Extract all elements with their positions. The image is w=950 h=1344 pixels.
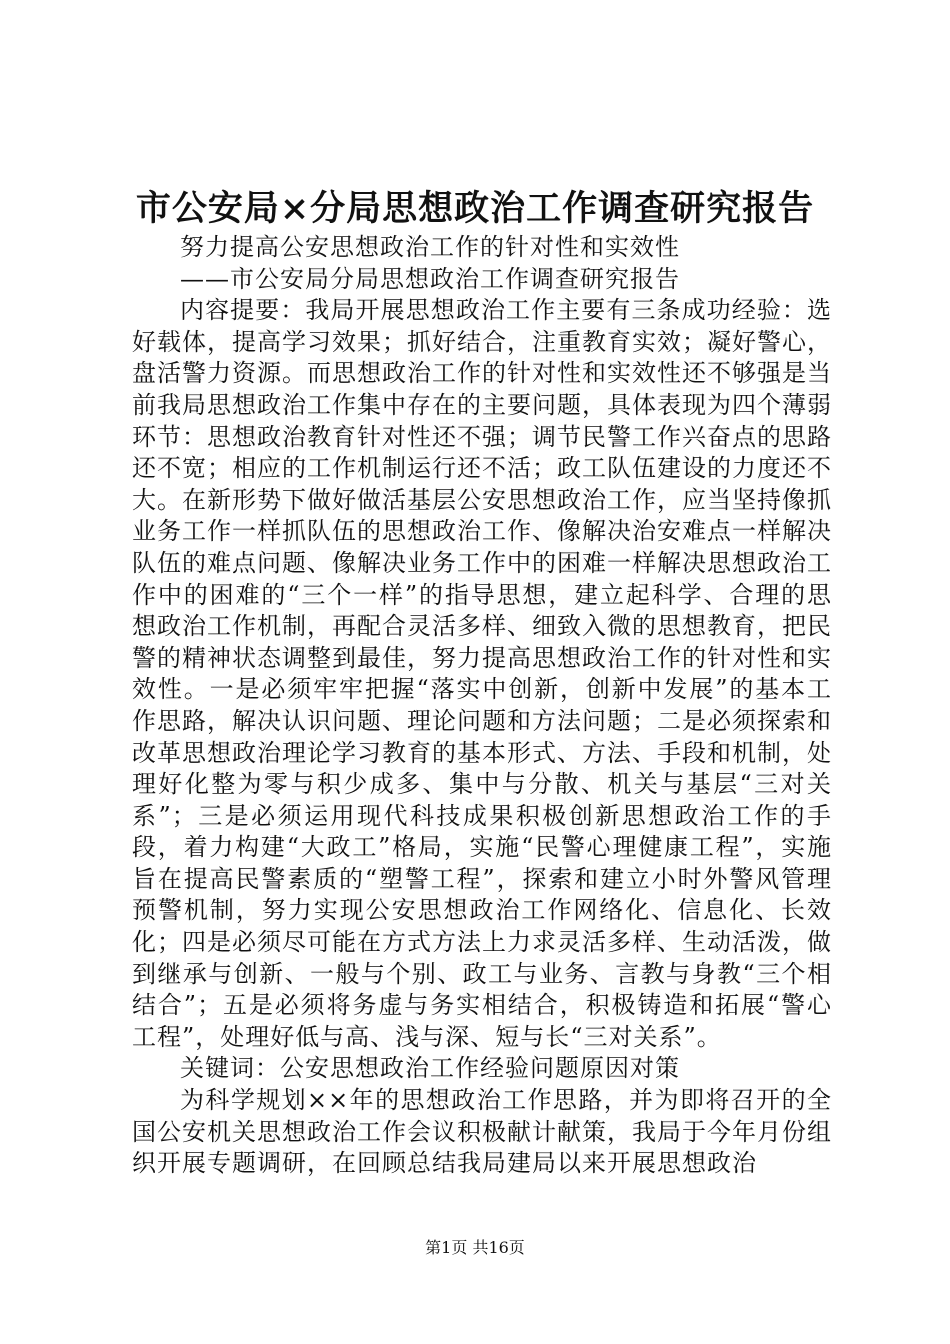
subtitle: 努力提高公安思想政治工作的针对性和实效性 — [180, 233, 680, 261]
page-number: 第1页 共16页 — [425, 1238, 525, 1257]
abstract-paragraph: 内容提要：我局开展思想政治工作主要有三条成功经验：选好载体，提高学习效果；抓好结合，注重教育实效；凝好警心，盘活警力资源。而思想政治工作的针对性和实效性还不够强是当前我局思想政治工作集中存在的主要问题，具体表现为四个薄弱环节：思想政治教育针对性还不强；调节民警工作兴奋点的思路还不宽；相应的工作机制运行还不活；政工队伍建设的力度还不大。在新形势下做好做活基层公安思想政治工作，应当坚持像抓业务工作一样抓队伍的思想政治工作、像解决治安难点一样解决队伍的难点问题、像解决业务工作中的困难一样解决思想政治工作中的困难的“三个一样”的指导思想，建立起科学、合理的思想政治工作机制，再配合灵活多样、细致入微的思想教育，把民警的精神状态调整到最佳，努力提高思想政治工作的针对性和实效性。一是必须牢牢把握“落实中创新，创新中发展”的基本工作思路，解决认识问题、理论问题和方法问题；二是必须探索和改革思想政治理论学习教育的基本形式、方法、手段和机制，处理好化整为零与积少成多、集中与分散、机关与基层“三对关系”；三是必须运用现代科技成果积极创新思想政治工作的手段，着力构建“大政工”格局，实施“民警心理健康工程”，实施旨在提高民警素质的“塑警工程”，探索和建立小时外警风管理预警机制，努力实现公安思想政治工作网络化、信息化、长效化；四是必须尽可能在方式方法上力求灵活多样、生动活泼，做到继承与创新、一般与个别、政工与业务、言教与身教“三个相结合”；五是必须将务虚与务实相结合，积极铸造和拓展“警心工程”，处理好低与高、浅与深、短与长“三对关系”。 — [132, 296, 832, 1051]
body-paragraph: 为科学规划××年的思想政治工作思路，并为即将召开的全国公安机关思想政治工作会议积极献计献策，我局于今年月份组织开展专题调研，在回顾总结我局建局以来开展思想政治 — [132, 1086, 832, 1178]
document-title: 市公安局×分局思想政治工作调查研究报告 — [135, 188, 815, 229]
keywords-line: 关键词：公安思想政治工作经验问题原因对策 — [180, 1054, 680, 1083]
sub-subtitle: ——市公安局分局思想政治工作调查研究报告 — [180, 264, 680, 293]
document-body — [132, 232, 832, 1180]
